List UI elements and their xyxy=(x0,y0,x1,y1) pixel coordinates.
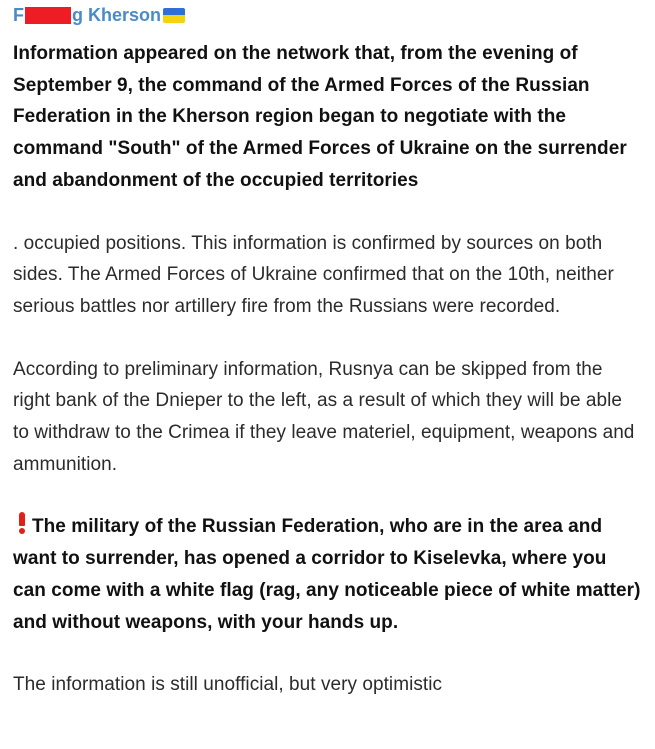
post-paragraph-1: Information appeared on the network that, from the evening of September 9, the command of the Armed Forces of the Russian Federation in the Kherson region began to negotiate with the command "South" of the Armed Forces of Ukraine on the surrender and abandonment of the occupied territories xyxy=(13,43,627,191)
post-paragraph-5: The information is still unofficial, but very optimistic xyxy=(13,674,443,696)
ukraine-flag-icon xyxy=(163,8,185,23)
post-paragraph-3: According to preliminary information, Rusnya can be skipped from the right bank of the Dnieper to the left, as a result of which they will be able to withdraw to the Crimea if they leave materiel, equipment, weapons and ammunition. xyxy=(13,358,635,475)
channel-name-end: g Kherson xyxy=(72,5,162,25)
post-paragraph-4: The military of the Russian Federation, who are in the area and want to surrender, has opened a corridor to Kiselevka, where you can come with a white flag (rag, any noticeable piece of white matter) and without weapons, with your hands up. xyxy=(13,516,641,633)
channel-name-start: F xyxy=(13,5,24,25)
exclamation-icon xyxy=(18,512,26,534)
post-paragraph-4-wrap xyxy=(13,511,642,638)
channel-name[interactable] xyxy=(13,0,642,30)
redaction-bar xyxy=(25,7,71,24)
post-paragraph-2: . occupied positions. This information is confirmed by sources on both sides. The Armed Forces of Ukraine confirmed that on the 10th, neither serious battles nor artillery fire from the Russians were recorded. xyxy=(13,232,614,317)
